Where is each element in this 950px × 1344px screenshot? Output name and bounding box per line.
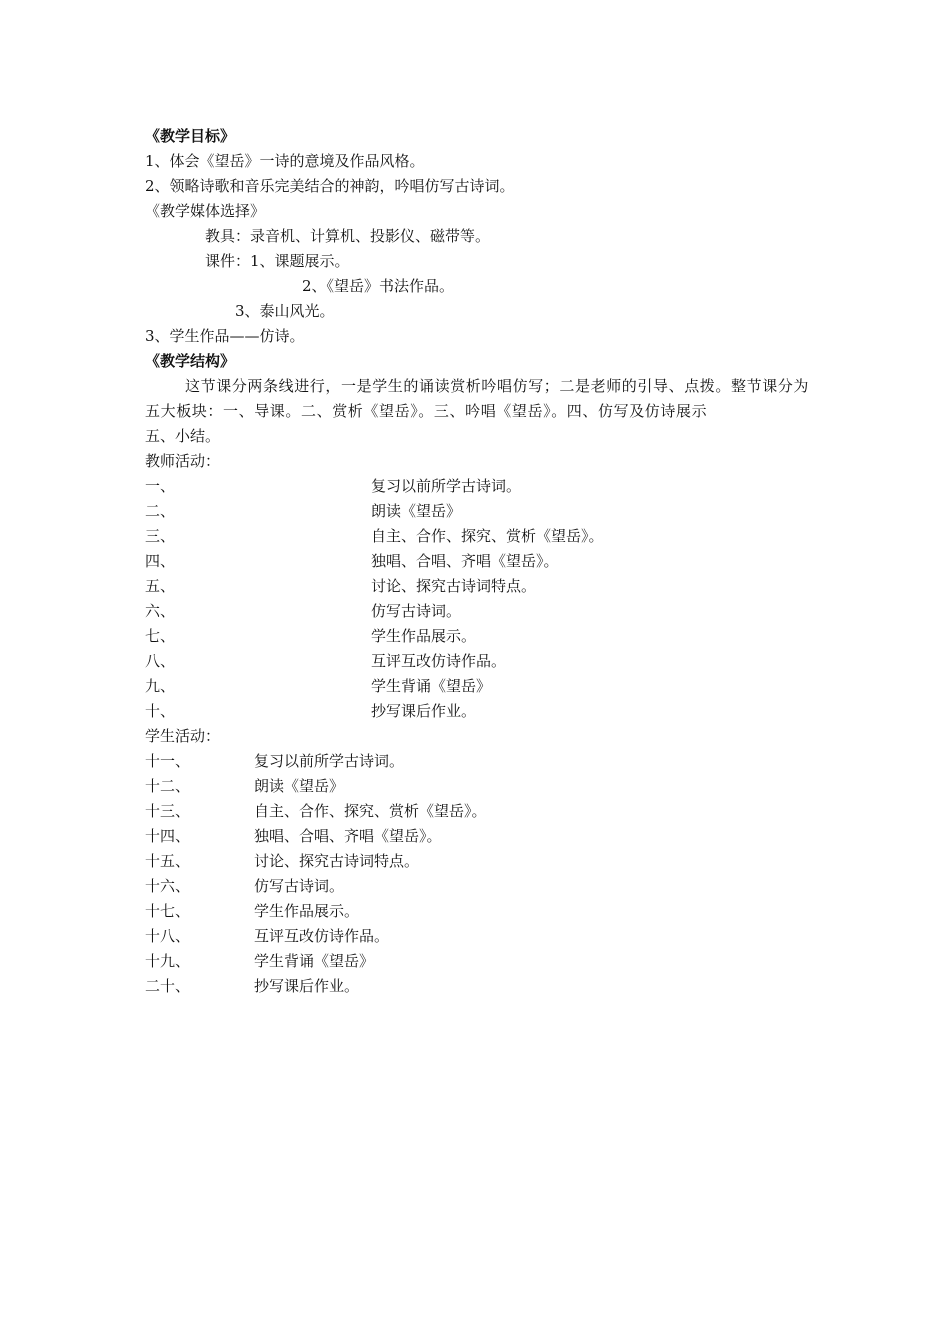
media-courseware-1: 课件：1、课题展示。: [205, 252, 350, 270]
item-number: 十、: [145, 702, 176, 720]
item-number: 十一、: [145, 752, 191, 770]
item-text: 仿写古诗词。: [371, 602, 462, 620]
item-text: 仿写古诗词。: [254, 877, 345, 895]
media-courseware-3: 3、泰山风光。: [235, 302, 335, 320]
item-text: 朗读《望岳》: [254, 777, 345, 795]
item-text: 独唱、合唱、齐唱《望岳》。: [371, 552, 559, 570]
item-number: 十四、: [145, 827, 191, 845]
item-text: 学生背诵《望岳》: [254, 952, 375, 970]
list-item: [145, 549, 810, 574]
item-number: 十九、: [145, 952, 191, 970]
item-number: 六、: [145, 602, 176, 620]
list-item: [145, 624, 810, 649]
student-activities-heading: 学生活动：: [145, 727, 221, 745]
item-number: 十八、: [145, 927, 191, 945]
media-tools: 教具：录音机、计算机、投影仪、磁带等。: [205, 227, 491, 245]
item-number: 十二、: [145, 777, 191, 795]
objective-item-2: 2、领略诗歌和音乐完美结合的神韵，吟唱仿写古诗词。: [145, 177, 515, 195]
list-item: [145, 974, 810, 999]
item-text: 独唱、合唱、齐唱《望岳》。: [254, 827, 442, 845]
item-text: 学生作品展示。: [371, 627, 477, 645]
document-body: [145, 124, 810, 999]
list-item: [145, 649, 810, 674]
objectives-heading: 《教学目标》: [145, 127, 236, 145]
list-item: [145, 874, 810, 899]
item-text: 抄写课后作业。: [254, 977, 360, 995]
student-activities-list: [145, 749, 810, 999]
item-text: 复习以前所学古诗词。: [371, 477, 522, 495]
item-number: 五、: [145, 577, 176, 595]
item-number: 一、: [145, 477, 176, 495]
list-item: [145, 924, 810, 949]
item-text: 讨论、探究古诗词特点。: [371, 577, 537, 595]
list-item: [145, 899, 810, 924]
list-item: [145, 774, 810, 799]
list-item: [145, 474, 810, 499]
list-item: [145, 499, 810, 524]
item-text: 互评互改仿诗作品。: [254, 927, 390, 945]
objective-item-1: 1、体会《望岳》一诗的意境及作品风格。: [145, 152, 425, 170]
item-text: 学生背诵《望岳》: [371, 677, 492, 695]
item-number: 七、: [145, 627, 176, 645]
structure-conclusion: 五、小结。: [145, 427, 221, 445]
list-item: [145, 849, 810, 874]
structure-heading: 《教学结构》: [145, 352, 236, 370]
list-item: [145, 799, 810, 824]
item-number: 八、: [145, 652, 176, 670]
item-text: 复习以前所学古诗词。: [254, 752, 405, 770]
media-courseware-4: 3、学生作品——仿诗。: [145, 327, 305, 345]
structure-paragraph: 这节课分两条线进行，一是学生的诵读赏析吟唱仿写；二是老师的引导、点拨。整节课分为五大板块：一、导课。二、赏析《望岳》。三、吟唱《望岳》。四、仿写及仿诗展示: [145, 377, 810, 420]
item-text: 互评互改仿诗作品。: [371, 652, 507, 670]
list-item: [145, 749, 810, 774]
item-number: 十七、: [145, 902, 191, 920]
item-text: 自主、合作、探究、赏析《望岳》。: [371, 527, 604, 545]
item-text: 朗读《望岳》: [371, 502, 462, 520]
media-courseware-2: 2、《望岳》书法作品。: [302, 277, 455, 295]
item-text: 学生作品展示。: [254, 902, 360, 920]
list-item: [145, 949, 810, 974]
list-item: [145, 574, 810, 599]
list-item: [145, 524, 810, 549]
item-number: 九、: [145, 677, 176, 695]
item-text: 讨论、探究古诗词特点。: [254, 852, 420, 870]
list-item: [145, 599, 810, 624]
list-item: [145, 674, 810, 699]
item-number: 十五、: [145, 852, 191, 870]
item-number: 十三、: [145, 802, 191, 820]
item-text: 自主、合作、探究、赏析《望岳》。: [254, 802, 487, 820]
teacher-activities-heading: 教师活动：: [145, 452, 221, 470]
media-heading: 《教学媒体选择》: [145, 202, 266, 220]
item-number: 二、: [145, 502, 176, 520]
item-number: 四、: [145, 552, 176, 570]
item-number: 二十、: [145, 977, 191, 995]
item-number: 十六、: [145, 877, 191, 895]
list-item: [145, 699, 810, 724]
item-text: 抄写课后作业。: [371, 702, 477, 720]
list-item: [145, 824, 810, 849]
item-number: 三、: [145, 527, 176, 545]
teacher-activities-list: [145, 474, 810, 724]
